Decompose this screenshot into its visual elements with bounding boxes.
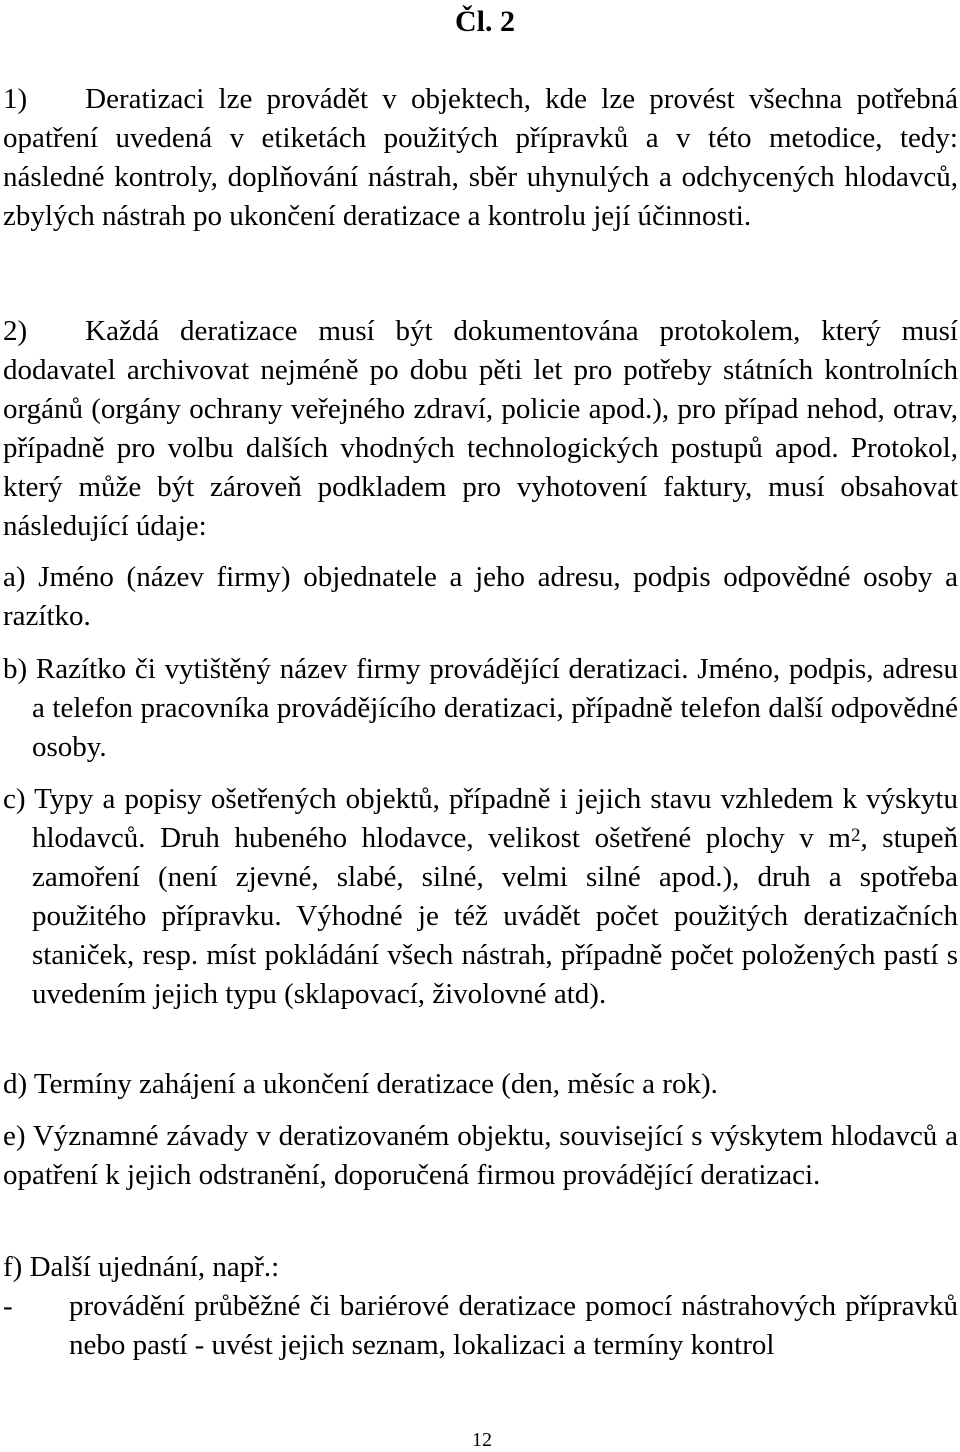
item-c-text-end: , stupeň zamoření (není zjevné, slabé, silné, velmi silné apod.), druh a spotřeba použitého přípravku. Výhodné je též uvádět počet použitých deratizačních staniček, resp. míst pokládání všech nástrah, případně počet položených pastí s uvedením jejich typu (sklapovací, živolovné atd).: [32, 822, 959, 1010]
page-number: 12: [472, 1429, 492, 1451]
item-d: d) Termíny zahájení a ukončení deratizace (den, měsíc a rok).: [3, 1068, 718, 1100]
item-c: [3, 780, 958, 1014]
paragraph-2: 2) Každá deratizace musí být dokumentována protokolem, který musí dodavatel archivovat nejméně po dobu pěti let pro potřeby státních kontrolních orgánů (orgány ochrany veřejného zdraví, policie apod.), pro případ nehod, otrav, případně pro volbu dalších vhodných technologických postupů apod. Protokol, který může být zároveň podkladem pro vyhotovení faktury, musí obsahovat následující údaje:: [3, 315, 958, 542]
item-b: b) Razítko či vytištěný název firmy provádějící deratizaci. Jméno, podpis, adresu a telefon pracovníka provádějícího deratizaci, případně telefon další odpovědné osoby.: [3, 653, 958, 763]
item-c-text-start: c) Typy a popisy ošetřených objektů, případně i jejich stavu vzhledem k výskytu hlodavců. Druh hubeného hlodavce, velikost ošetřené plochy v m: [3, 783, 958, 854]
bullet-text: provádění průběžné či bariérové deratizace pomocí nástrahových přípravků nebo pastí - uvést jejich seznam, lokalizaci a termíny kontrol: [69, 1290, 958, 1361]
article-heading: Čl. 2: [455, 5, 515, 38]
bullet-dash: -: [3, 1290, 13, 1322]
superscript-2: 2: [850, 825, 861, 846]
item-e: e) Významné závady v deratizovaném objektu, související s výskytem hlodavců a opatření k jejich odstranění, doporučená firmou provádějící deratizaci.: [3, 1120, 958, 1191]
item-a: a) Jméno (název firmy) objednatele a jeho adresu, podpis odpovědné osoby a razítko.: [3, 561, 958, 632]
paragraph-1: 1) Deratizaci lze provádět v objektech, kde lze provést všechna potřebná opatření uvedená v etiketách použitých přípravků a v této metodice, tedy: následné kontroly, doplňování nástrah, sběr uhynulých a odchycených hlodavců, zbylých nástrah po ukončení deratizace a kontrolu její účinnosti.: [3, 83, 958, 232]
item-f: f) Další ujednání, např.:: [3, 1251, 280, 1283]
